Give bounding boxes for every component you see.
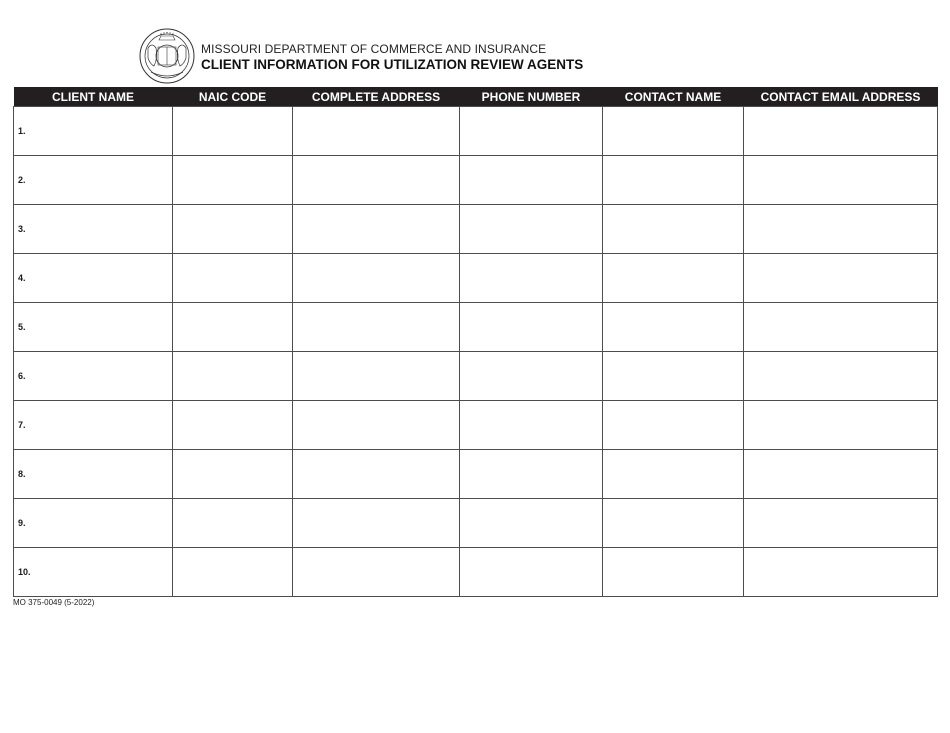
client-name-cell[interactable] <box>14 254 173 303</box>
form-header <box>139 27 583 85</box>
address-cell[interactable] <box>293 352 460 401</box>
table-header-row <box>14 87 938 107</box>
contact-name-cell[interactable] <box>603 107 744 156</box>
phone-cell[interactable] <box>460 548 603 597</box>
title-block <box>201 42 583 73</box>
contact-name-cell[interactable] <box>603 401 744 450</box>
form-number: MO 375-0049 (5-2022) <box>13 598 95 607</box>
phone-cell[interactable] <box>460 499 603 548</box>
client-table <box>13 87 938 597</box>
table-row <box>14 205 938 254</box>
address-cell[interactable] <box>293 107 460 156</box>
table-row <box>14 548 938 597</box>
email-cell[interactable] <box>744 548 938 597</box>
address-cell[interactable] <box>293 205 460 254</box>
column-header-client-name: CLIENT NAME <box>14 87 173 107</box>
address-cell[interactable] <box>293 303 460 352</box>
address-cell[interactable] <box>293 156 460 205</box>
client-name-cell[interactable] <box>14 548 173 597</box>
table-row <box>14 499 938 548</box>
table-row <box>14 156 938 205</box>
contact-name-cell[interactable] <box>603 303 744 352</box>
contact-name-cell[interactable] <box>603 352 744 401</box>
column-header-naic-code: NAIC CODE <box>173 87 293 107</box>
address-cell[interactable] <box>293 548 460 597</box>
address-cell[interactable] <box>293 401 460 450</box>
client-name-cell[interactable] <box>14 303 173 352</box>
form-title: CLIENT INFORMATION FOR UTILIZATION REVIEW AGENTS <box>201 56 584 72</box>
phone-cell[interactable] <box>460 352 603 401</box>
column-header-contact-name: CONTACT NAME <box>603 87 744 107</box>
client-name-cell[interactable] <box>14 352 173 401</box>
contact-name-cell[interactable] <box>603 450 744 499</box>
phone-cell[interactable] <box>460 450 603 499</box>
contact-name-cell[interactable] <box>603 156 744 205</box>
naic-code-cell[interactable] <box>173 450 293 499</box>
phone-cell[interactable] <box>460 401 603 450</box>
contact-name-cell[interactable] <box>603 548 744 597</box>
column-header-phone-number: PHONE NUMBER <box>460 87 603 107</box>
row-number: 8. <box>18 469 26 479</box>
email-cell[interactable] <box>744 303 938 352</box>
email-cell[interactable] <box>744 156 938 205</box>
row-number: 1. <box>18 126 26 136</box>
column-header-complete-address: COMPLETE ADDRESS <box>293 87 460 107</box>
email-cell[interactable] <box>744 499 938 548</box>
phone-cell[interactable] <box>460 303 603 352</box>
table-row <box>14 107 938 156</box>
table-row <box>14 254 938 303</box>
phone-cell[interactable] <box>460 254 603 303</box>
row-number: 2. <box>18 175 26 185</box>
row-number: 6. <box>18 371 26 381</box>
phone-cell[interactable] <box>460 107 603 156</box>
row-number: 4. <box>18 273 26 283</box>
table-row <box>14 303 938 352</box>
naic-code-cell[interactable] <box>173 205 293 254</box>
client-name-cell[interactable] <box>14 156 173 205</box>
address-cell[interactable] <box>293 499 460 548</box>
row-number: 5. <box>18 322 26 332</box>
client-name-cell[interactable] <box>14 450 173 499</box>
table-row <box>14 352 938 401</box>
row-number: 3. <box>18 224 26 234</box>
email-cell[interactable] <box>744 254 938 303</box>
row-number: 10. <box>18 567 31 577</box>
email-cell[interactable] <box>744 401 938 450</box>
address-cell[interactable] <box>293 450 460 499</box>
client-name-cell[interactable] <box>14 499 173 548</box>
row-number: 7. <box>18 420 26 430</box>
table-row <box>14 450 938 499</box>
email-cell[interactable] <box>744 107 938 156</box>
table-row <box>14 401 938 450</box>
client-name-cell[interactable] <box>14 205 173 254</box>
naic-code-cell[interactable] <box>173 401 293 450</box>
naic-code-cell[interactable] <box>173 548 293 597</box>
email-cell[interactable] <box>744 205 938 254</box>
contact-name-cell[interactable] <box>603 254 744 303</box>
naic-code-cell[interactable] <box>173 303 293 352</box>
address-cell[interactable] <box>293 254 460 303</box>
email-cell[interactable] <box>744 352 938 401</box>
naic-code-cell[interactable] <box>173 499 293 548</box>
naic-code-cell[interactable] <box>173 107 293 156</box>
naic-code-cell[interactable] <box>173 352 293 401</box>
state-seal-icon <box>139 28 195 84</box>
naic-code-cell[interactable] <box>173 254 293 303</box>
email-cell[interactable] <box>744 450 938 499</box>
contact-name-cell[interactable] <box>603 499 744 548</box>
naic-code-cell[interactable] <box>173 156 293 205</box>
client-name-cell[interactable] <box>14 401 173 450</box>
contact-name-cell[interactable] <box>603 205 744 254</box>
row-number: 9. <box>18 518 26 528</box>
department-name: MISSOURI DEPARTMENT OF COMMERCE AND INSURANCE <box>201 41 547 56</box>
phone-cell[interactable] <box>460 156 603 205</box>
client-name-cell[interactable] <box>14 107 173 156</box>
column-header-contact-email: CONTACT EMAIL ADDRESS <box>744 87 938 107</box>
phone-cell[interactable] <box>460 205 603 254</box>
